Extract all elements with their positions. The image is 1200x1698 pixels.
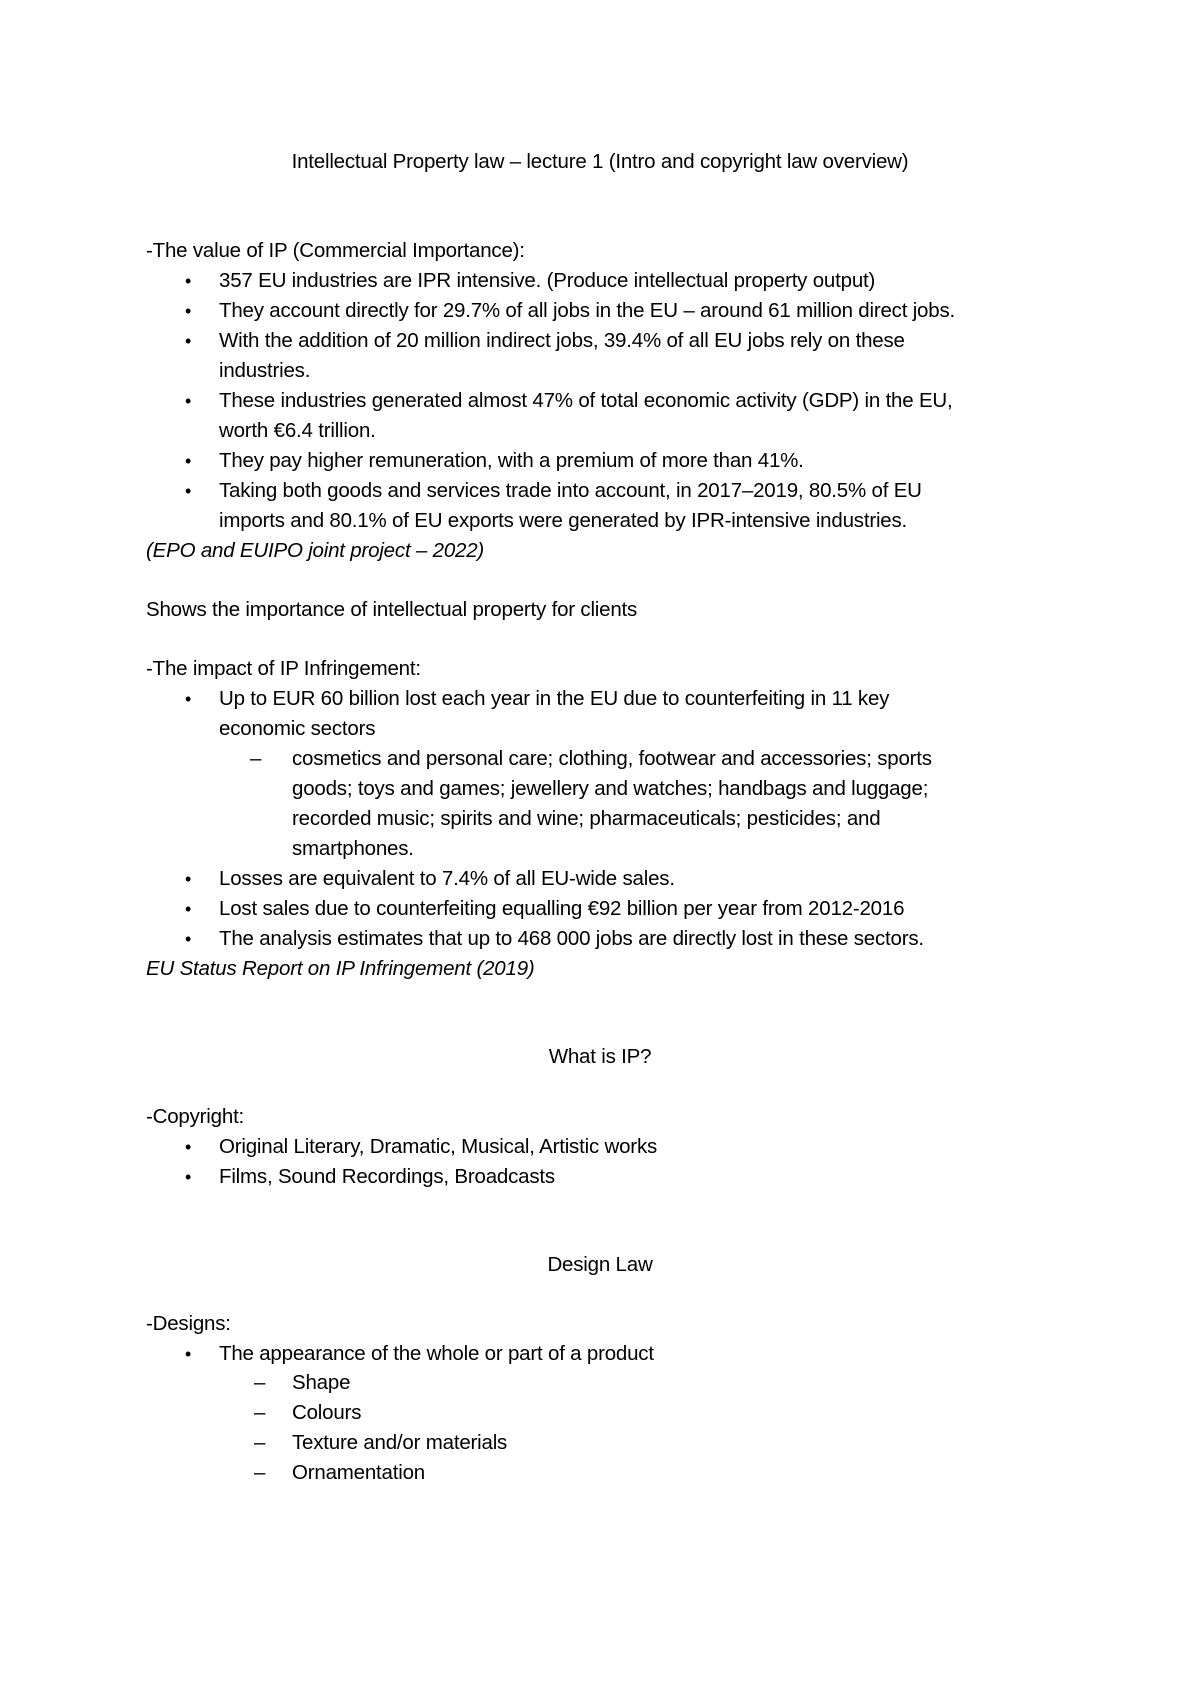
value-bullet-2: They account directly for 29.7% of all jobs in the EU – around 61 million direct jobs. [219,299,955,322]
value-bullet-1: 357 EU industries are IPR intensive. (Produce intellectual property output) [219,269,876,292]
clients-note: Shows the importance of intellectual property for clients [146,598,638,621]
value-bullet-6-line-2: imports and 80.1% of EU exports were generated by IPR-intensive industries. [219,509,908,532]
value-section-heading: -The value of IP (Commercial Importance): [146,239,525,262]
impact-source-citation: EU Status Report on IP Infringement (2019) [146,957,535,980]
impact-bullet-1-line-1: Up to EUR 60 billion lost each year in the EU due to counterfeiting in 11 key [219,687,890,710]
impact-sub-bullet-line-1: cosmetics and personal care; clothing, footwear and accessories; sports [292,747,932,770]
copyright-bullet-2: Films, Sound Recordings, Broadcasts [219,1165,555,1188]
bullet-icon: • [185,869,192,889]
document-title: Intellectual Property law – lecture 1 (Intro and copyright law overview) [291,150,909,173]
impact-sub-bullet-line-4: smartphones. [292,837,414,860]
dash-icon: – [254,1431,266,1454]
impact-sub-bullet-line-3: recorded music; spirits and wine; pharmaceuticals; pesticides; and [292,807,881,830]
bullet-icon: • [185,481,192,501]
design-sub-item-colours: Colours [292,1401,362,1424]
bullet-icon: • [185,1137,192,1157]
impact-bullet-1-line-2: economic sectors [219,717,376,740]
copyright-bullet-1: Original Literary, Dramatic, Musical, Artistic works [219,1135,658,1158]
value-bullet-4-line-2: worth €6.4 trillion. [219,419,376,442]
impact-bullet-3: Lost sales due to counterfeiting equalling €92 billion per year from 2012-2016 [219,897,905,920]
dash-icon: – [254,1461,266,1484]
impact-sub-bullet-line-2: goods; toys and games; jewellery and watches; handbags and luggage; [292,777,929,800]
value-source-citation: (EPO and EUIPO joint project – 2022) [146,539,485,562]
bullet-icon: • [185,899,192,919]
impact-bullet-4: The analysis estimates that up to 468 000 jobs are directly lost in these sectors. [219,927,924,950]
value-bullet-3-line-2: industries. [219,359,311,382]
designs-bullet: The appearance of the whole or part of a product [219,1342,654,1365]
value-bullet-4-line-1: These industries generated almost 47% of total economic activity (GDP) in the EU, [219,389,953,412]
bullet-icon: • [185,1167,192,1187]
design-sub-item-texture: Texture and/or materials [292,1431,508,1454]
value-bullet-3-line-1: With the addition of 20 million indirect jobs, 39.4% of all EU jobs rely on these [219,329,905,352]
designs-heading: -Designs: [146,1312,231,1335]
bullet-icon: • [185,1344,192,1364]
bullet-icon: • [185,271,192,291]
dash-icon: – [254,1371,266,1394]
copyright-heading: -Copyright: [146,1105,245,1128]
design-law-title: Design Law [547,1253,653,1276]
bullet-icon: • [185,331,192,351]
value-bullet-5: They pay higher remuneration, with a premium of more than 41%. [219,449,804,472]
dash-icon: – [254,1401,266,1424]
design-sub-item-ornamentation: Ornamentation [292,1461,426,1484]
bullet-icon: • [185,689,192,709]
bullet-icon: • [185,301,192,321]
bullet-icon: • [185,391,192,411]
bullet-icon: • [185,451,192,471]
design-sub-item-shape: Shape [292,1371,351,1394]
dash-icon: – [250,747,262,770]
bullet-icon: • [185,929,192,949]
impact-section-heading: -The impact of IP Infringement: [146,657,421,680]
what-is-ip-title: What is IP? [548,1045,652,1068]
impact-bullet-2: Losses are equivalent to 7.4% of all EU-wide sales. [219,867,675,890]
value-bullet-6-line-1: Taking both goods and services trade into account, in 2017–2019, 80.5% of EU [219,479,922,502]
